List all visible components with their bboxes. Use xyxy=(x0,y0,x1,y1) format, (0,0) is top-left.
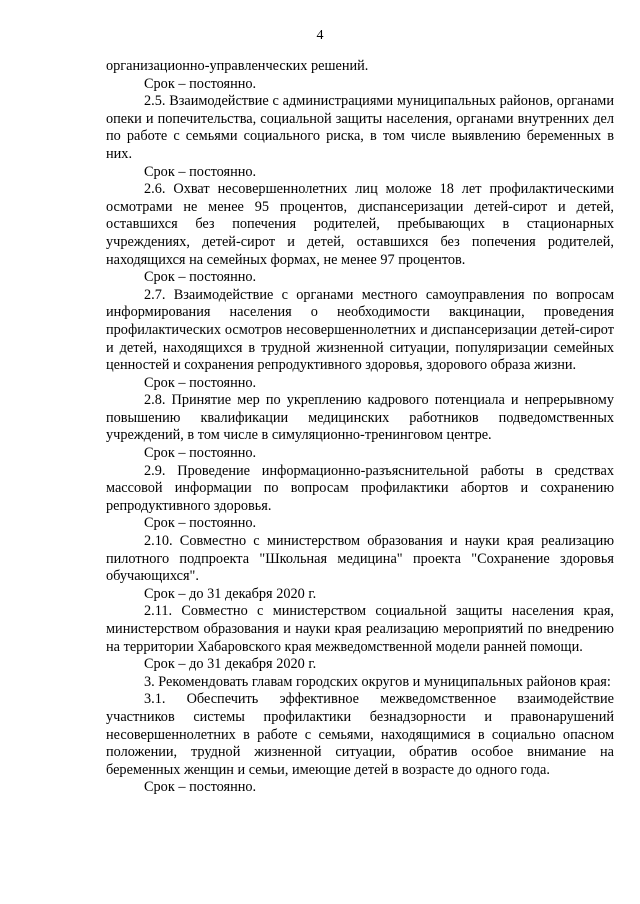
paragraph: 3. Рекомендовать главам городских округов и муниципальных районов края: xyxy=(144,673,611,690)
paragraph: 2.9. Проведение информационно-разъяснительной работы в средствах массовой информации по вопросам профилактики абортов и сохранению репродуктивного здоровья. xyxy=(106,462,614,514)
paragraph: 2.8. Принятие мер по укреплению кадрового потенциала и непрерывному повышению квалификации медицинских работников подведомственных учреждений, в том числе в симуляционно-тренинговом центре. xyxy=(106,392,614,444)
paragraph: Срок – постоянно. xyxy=(144,445,257,462)
paragraph: Срок – постоянно. xyxy=(144,163,257,180)
paragraph: Срок – постоянно. xyxy=(144,779,257,796)
paragraph: Срок – до 31 декабря 2020 г. xyxy=(144,585,317,602)
paragraph: Срок – постоянно. xyxy=(144,269,257,286)
document-body xyxy=(106,58,614,797)
paragraph: Срок – до 31 декабря 2020 г. xyxy=(144,656,317,673)
paragraph: 2.5. Взаимодействие с администрациями муниципальных районов, органами опеки и попечительства, социальной защиты населения, органами внутренних дел по работе с семьями социального риска, в том числе выявлению беременных в них. xyxy=(106,93,614,162)
paragraph: 2.11. Совместно с министерством социальной защиты населения края, министерством образования и науки края реализацию мероприятий по внедрению на территории Хабаровского края межведомственной модели ранней помощи. xyxy=(106,603,614,655)
paragraph: Срок – постоянно. xyxy=(144,75,257,92)
paragraph: Срок – постоянно. xyxy=(144,515,257,532)
paragraph: организационно-управленческих решений. xyxy=(106,58,369,74)
paragraph: 2.10. Совместно с министерством образования и науки края реализацию пилотного подпроекта "Школьная медицина" проекта "Сохранение здоровья обучающихся". xyxy=(106,533,614,585)
paragraph: 2.6. Охват несовершеннолетних лиц моложе 18 лет профилактическими осмотрами не менее 95 процентов, диспансеризации детей-сирот и детей, оставшихся без попечения родителей, пребывающих в стационарных учреждениях, детей-сирот и детей, оставшихся без попечения родителей, находящихся на семейных формах, не менее 97 процентов. xyxy=(106,181,614,268)
paragraph: Срок – постоянно. xyxy=(144,374,257,391)
paragraph: 2.7. Взаимодействие с органами местного самоуправления по вопросам информирования населения о необходимости вакцинации, проведения профилактических осмотров несовершеннолетних и диспансеризации детей-сирот и детей, находящихся в трудной жизненной ситуации, популяризации семейных ценностей и сохранения репродуктивного здоровья, здорового образа жизни. xyxy=(106,286,614,374)
paragraph: 3.1. Обеспечить эффективное межведомственное взаимодействие участников системы профилактики безнадзорности и правонарушений несовершеннолетних в работе с семьями, находящимися в социально опасном положении, трудной жизненной ситуации, обратив особое внимание на беременных женщин и семьи, имеющие детей в возрасте до одного года. xyxy=(106,691,614,778)
page-number: 4 xyxy=(316,28,324,43)
